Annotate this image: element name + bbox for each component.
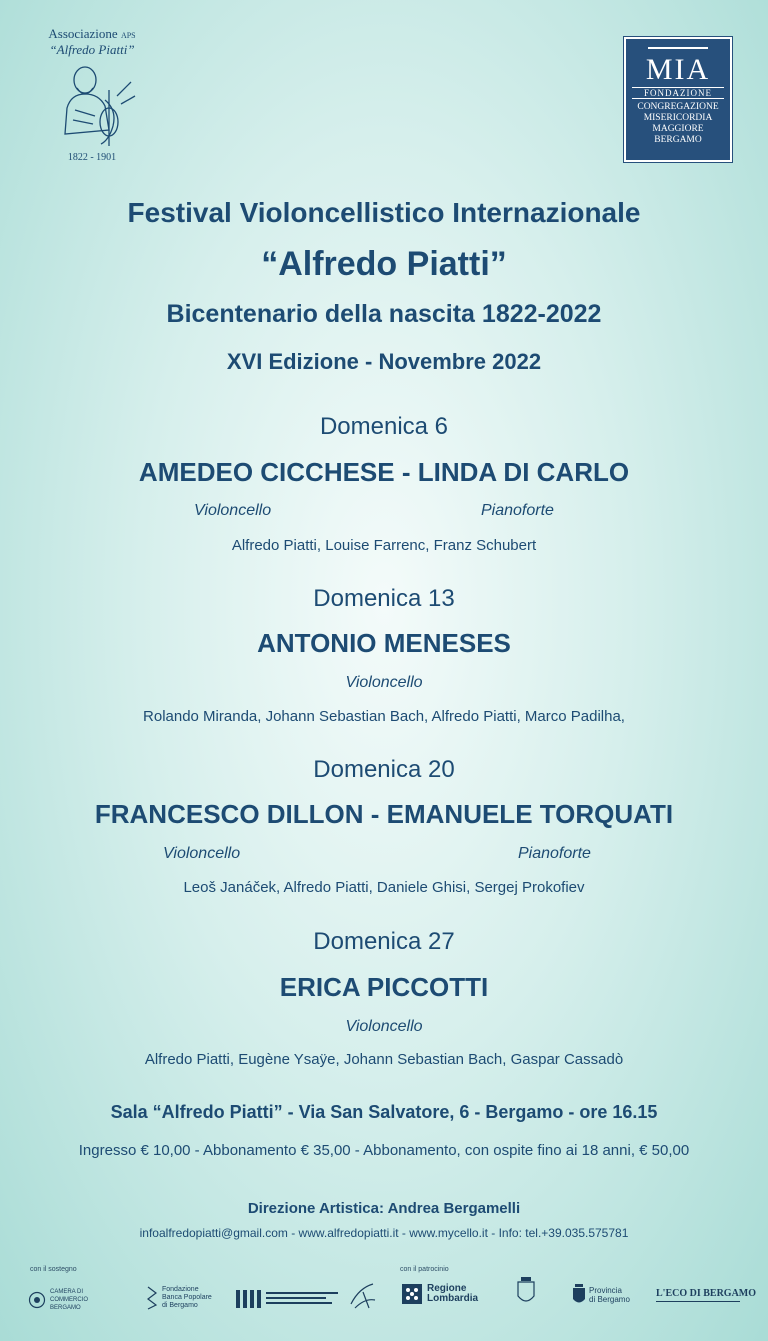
association-aps: APS — [120, 31, 136, 40]
concert-performers: ERICA PICCOTTI — [279, 972, 489, 1002]
provincia-line: di Bergamo — [589, 1295, 630, 1304]
association-name: Associazione — [48, 26, 118, 41]
bpb-line: Banca Popolare — [162, 1294, 212, 1301]
regione-line: Lombardia — [427, 1293, 479, 1304]
camera-commercio-text: CAMERA DI COMMERCIO BERGAMO — [50, 1289, 88, 1311]
patronage-label: con il patrocinio — [400, 1266, 449, 1273]
cellist-portrait-icon — [47, 60, 137, 148]
eco-underline — [656, 1301, 740, 1302]
provincia-line: Provincia — [589, 1286, 622, 1295]
bpb-line: di Bergamo — [162, 1302, 198, 1309]
seal-icon — [28, 1291, 46, 1309]
comune-crest-icon — [514, 1276, 538, 1308]
festival-edition: XVI Edizione - Novembre 2022 — [226, 349, 542, 374]
association-logo — [22, 26, 162, 163]
bpb-mark-icon — [146, 1285, 158, 1311]
fondazione-comunita-logo — [236, 1288, 340, 1310]
mia-line: MAGGIORE — [652, 124, 704, 134]
association-honoree: “Alfredo Piatti” — [49, 42, 135, 57]
rosa-camuna-icon — [402, 1284, 422, 1304]
regione-line: Regione — [427, 1283, 467, 1294]
concert-program: Leoš Janáček, Alfredo Piatti, Daniele Ghisi, Sergej Prokofiev — [183, 879, 585, 896]
regione-lombardia-logo — [402, 1284, 478, 1304]
camera-commercio-logo — [28, 1288, 120, 1312]
support-label: con il sostegno — [30, 1266, 77, 1273]
instrument-label: Pianoforte — [518, 845, 591, 862]
concert-performers: FRANCESCO DILLON - EMANUELE TORQUATI — [94, 799, 674, 829]
mia-line: BERGAMO — [654, 135, 702, 145]
venue-info: Sala “Alfredo Piatti” - Via San Salvatore, 6 - Bergamo - ore 16.15 — [110, 1102, 658, 1122]
festival-title: Festival Violoncellistico Internazionale — [127, 197, 641, 228]
concert-program: Alfredo Piatti, Louise Farrenc, Franz Schubert — [231, 537, 537, 554]
concert-day: Domenica 20 — [313, 756, 455, 783]
bpb-line: Fondazione — [162, 1286, 199, 1293]
concert-day: Domenica 13 — [313, 585, 455, 612]
provincia-bergamo-logo — [572, 1284, 630, 1306]
concert-day: Domenica 27 — [313, 928, 455, 955]
artistic-direction: Direzione Artistica: Andrea Bergamelli — [247, 1200, 521, 1217]
mia-roof-line — [648, 47, 708, 59]
festival-name: “Alfredo Piatti” — [261, 245, 507, 283]
mia-fondazione: FONDAZIONE — [632, 87, 724, 99]
concert-program: Alfredo Piatti, Eugène Ysaÿe, Johann Sebastian Bach, Gaspar Cassadò — [144, 1051, 624, 1068]
concert-day: Domenica 6 — [319, 413, 449, 440]
concert-performers: AMEDEO CICCHESE - LINDA DI CARLO — [138, 457, 630, 487]
instrument-label: Violoncello — [163, 845, 241, 862]
mia-title: MIA — [645, 53, 711, 86]
mia-line: CONGREGAZIONE — [637, 102, 719, 112]
mia-fondazione-logo — [624, 37, 732, 162]
eco-di-bergamo-logo: L'ECO DI BERGAMO — [656, 1288, 757, 1299]
mia-line: MISERICORDIA — [643, 113, 713, 123]
concert-program: Rolando Miranda, Johann Sebastian Bach, Alfredo Piatti, Marco Padilha, — [143, 708, 625, 725]
instrument-label: Pianoforte — [481, 502, 554, 519]
festival-subtitle: Bicentenario della nascita 1822-2022 — [166, 300, 602, 328]
instrument-label: Violoncello — [345, 1018, 423, 1035]
contacts-line: infoalfredopiatti@gmail.com - www.alfredopiatti.it - www.mycello.it - Info: tel.+39.035.575781 — [139, 1226, 629, 1240]
association-years: 1822 - 1901 — [67, 152, 117, 163]
instrument-label: Violoncello — [345, 674, 423, 691]
cello-sketch-icon — [345, 1278, 381, 1312]
ticket-prices: Ingresso € 10,00 - Abbonamento € 35,00 - Abbonamento, con ospite fino ai 18 anni, € 50,00 — [78, 1142, 690, 1159]
provincia-crest-icon — [572, 1284, 586, 1306]
fondazione-bpb-logo — [146, 1285, 212, 1311]
instrument-label: Violoncello — [194, 502, 272, 519]
mia-subtitle — [626, 102, 730, 146]
concert-performers: ANTONIO MENESES — [257, 628, 511, 658]
